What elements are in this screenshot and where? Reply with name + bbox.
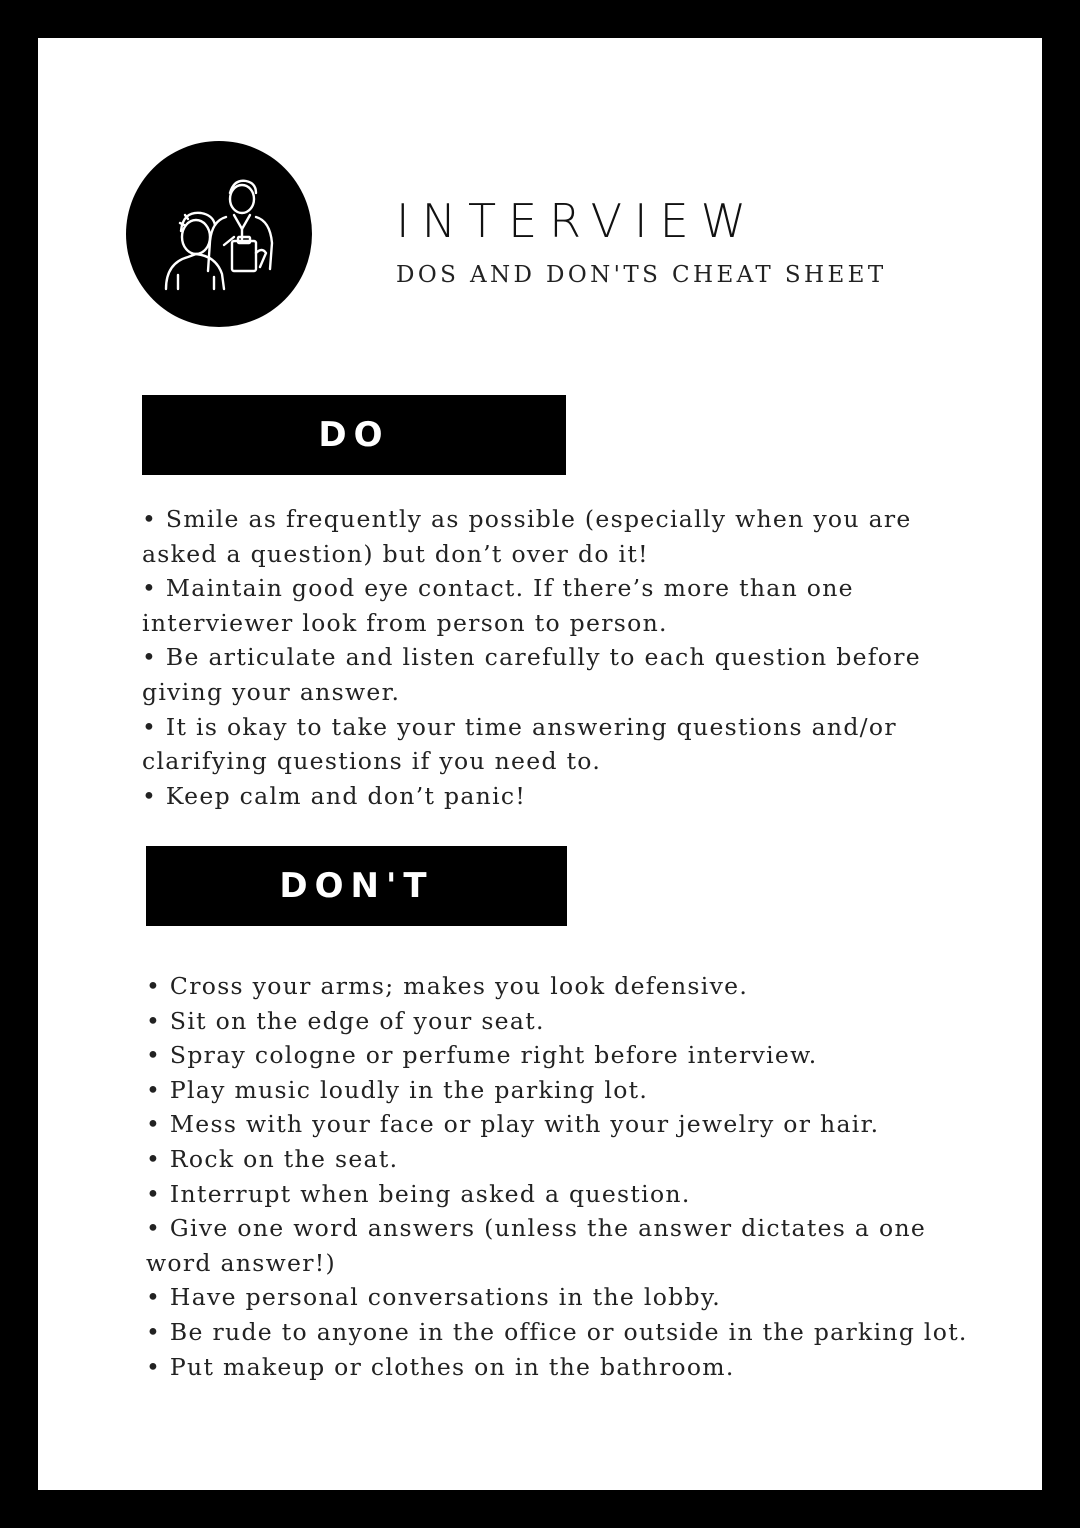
interview-people-icon [126,141,312,327]
list-item: • Have personal conversations in the lobby. [146,1283,722,1312]
do-list [142,502,942,813]
list-item: • It is okay to take your time answering questions and/or clarifying questions if you need to. [142,712,897,776]
logo-badge [126,141,312,327]
list-item: • Mess with your face or play with your jewelry or hair. [146,1110,880,1139]
list-item: • Be articulate and listen carefully to each question before giving your answer. [142,643,921,706]
list-item: • Play music loudly in the parking lot. [146,1075,649,1104]
list-item: • Be rude to anyone in the office or outside in the parking lot. [146,1317,968,1346]
do-section-header: DO [142,395,566,475]
dont-list [146,969,986,1384]
list-item: • Cross your arms; makes you look defensive. [146,972,749,1000]
page-title: INTERVIEW [396,194,759,248]
list-item: • Smile as frequently as possible (especially when you are asked a question) but don’t over do it! [142,505,912,568]
list-item: • Sit on the edge of your seat. [146,1006,545,1035]
page-subtitle: DOS AND DON'TS CHEAT SHEET [396,262,887,288]
list-item: • Give one word answers (unless the answer dictates a one word answer!) [146,1214,927,1277]
dont-section-header: DON'T [146,846,567,926]
cheat-sheet-page [38,38,1042,1490]
list-item: • Interrupt when being asked a question. [146,1179,691,1208]
list-item: • Spray cologne or perfume right before interview. [146,1041,818,1070]
list-item: • Keep calm and don’t panic! [142,781,527,810]
list-item: • Put makeup or clothes on in the bathroom. [146,1352,735,1381]
list-item: • Maintain good eye contact. If there’s more than one interviewer look from person to person. [142,574,854,637]
list-item: • Rock on the seat. [146,1144,399,1173]
